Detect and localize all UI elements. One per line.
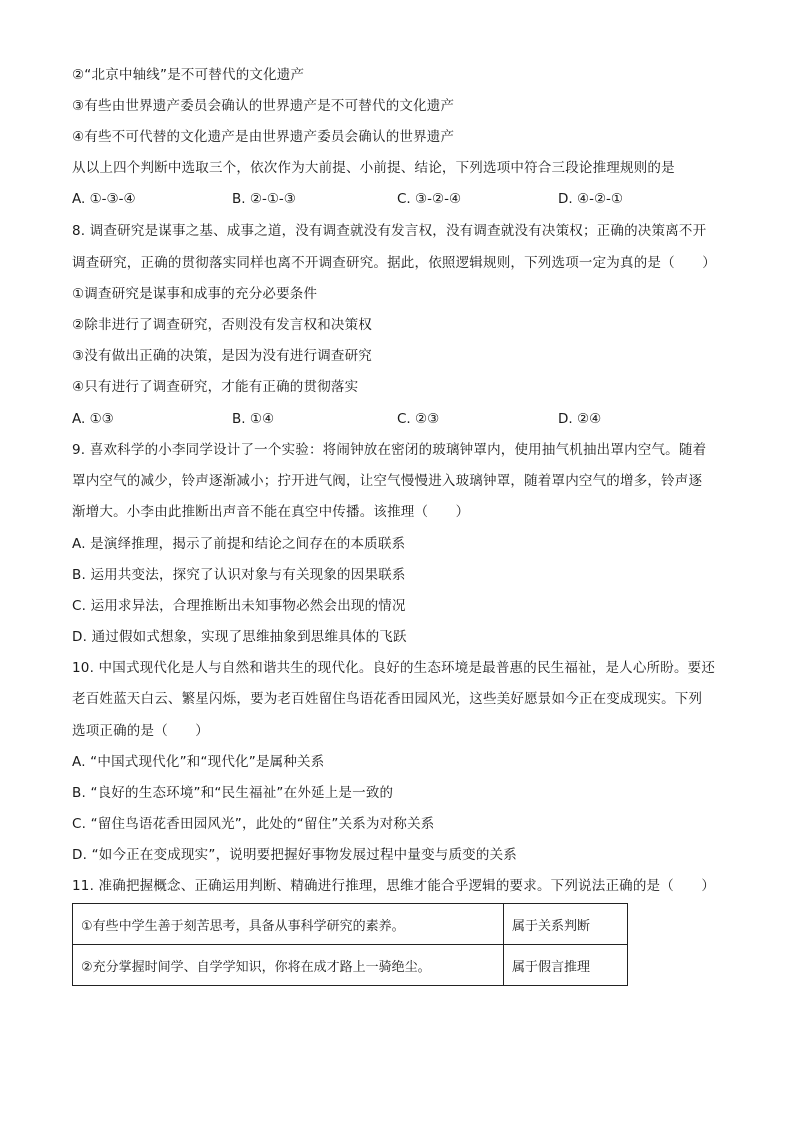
q7-judgement-4: ④有些不可代替的文化遗产是由世界遗产委员会确认的世界遗产 [72, 129, 455, 145]
q8-item-3: ③没有做出正确的决策，是因为没有进行调查研究 [72, 348, 373, 364]
q8-option-c[interactable]: C. ②③ [397, 411, 440, 427]
q11-statement-1: ①有些中学生善于刻苦思考，具备从事科学研究的素养。 [73, 904, 504, 945]
q11-type-2: 属于假言推理 [504, 945, 628, 986]
q8-item-2: ②除非进行了调查研究，否则没有发言权和决策权 [72, 317, 373, 333]
q7-option-d[interactable]: D. ④-②-① [558, 191, 624, 207]
q10-option-a[interactable]: A. “中国式现代化”和“现代化”是属种关系 [72, 754, 325, 770]
q11-type-1: 属于关系判断 [504, 904, 628, 945]
q10-option-c[interactable]: C. “留住鸟语花香田园风光”，此处的“留住”关系为对称关系 [72, 816, 435, 832]
q7-option-b[interactable]: B. ②-①-③ [232, 191, 296, 207]
q11-table [72, 903, 628, 986]
table-row [73, 904, 628, 945]
q8-stem-line-1: 8. 调查研究是谋事之基、成事之道，没有调查就没有发言权，没有调查就没有决策权；正确的决策离不开 [72, 223, 707, 239]
q9-option-a[interactable]: A. 是演绎推理，揭示了前提和结论之间存在的本质联系 [72, 536, 406, 552]
q9-stem-line-1: 9. 喜欢科学的小李同学设计了一个实验：将闹钟放在密闭的玻璃钟罩内，使用抽气机抽出罩内空气。随着 [72, 442, 707, 458]
q8-option-d[interactable]: D. ②④ [558, 411, 602, 427]
q10-stem-line-2: 老百姓蓝天白云、繁星闪烁，要为老百姓留住鸟语花香田园风光，这些美好愿景如今正在变成现实。下列 [72, 691, 703, 707]
q8-options [72, 410, 732, 428]
q9-stem-line-3: 渐增大。小李由此推断出声音不能在真空中传播。该推理（ ） [72, 504, 470, 520]
q7-options [72, 190, 732, 208]
q8-option-b[interactable]: B. ①④ [232, 411, 275, 427]
q9-option-d[interactable]: D. 通过假如式想象，实现了思维抽象到思维具体的飞跃 [72, 629, 407, 645]
q7-option-c[interactable]: C. ③-②-④ [397, 191, 462, 207]
q7-option-a[interactable]: A. ①-③-④ [72, 191, 136, 207]
q10-stem-line-1: 10. 中国式现代化是人与自然和谐共生的现代化。良好的生态环境是最普惠的民生福祉，是人心所盼。要还 [72, 660, 716, 676]
q8-item-4: ④只有进行了调查研究，才能有正确的贯彻落实 [72, 379, 359, 395]
q8-stem-line-2: 调查研究，正确的贯彻落实同样也离不开调查研究。据此，依照逻辑规则，下列选项一定为真的是（ ） [72, 255, 716, 271]
q7-judgement-2: ②“北京中轴线”是不可替代的文化遗产 [72, 67, 305, 83]
q10-option-d[interactable]: D. “如今正在变成现实”，说明要把握好事物发展过程中量变与质变的关系 [72, 847, 517, 863]
q8-item-1: ①调查研究是谋事和成事的充分必要条件 [72, 286, 318, 302]
q9-stem-line-2: 罩内空气的减少，铃声逐渐减小；拧开进气阀，让空气慢慢进入玻璃钟罩，随着罩内空气的增多，铃声逐 [72, 473, 703, 489]
q11-stem: 11. 准确把握概念、正确运用判断、精确进行推理，思维才能合乎逻辑的要求。下列说法正确的是（ ） [72, 878, 716, 894]
q10-stem-line-3: 选项正确的是（ ） [72, 723, 209, 739]
q10-option-b[interactable]: B. “良好的生态环境”和“民生福祉”在外延上是一致的 [72, 785, 394, 801]
q11-statement-2: ②充分掌握时间学、自学学知识，你将在成才路上一骑绝尘。 [73, 945, 504, 986]
q8-option-a[interactable]: A. ①③ [72, 411, 114, 427]
table-row [73, 945, 628, 986]
q7-question-line: 从以上四个判断中选取三个，依次作为大前提、小前提、结论，下列选项中符合三段论推理规则的是 [72, 160, 675, 176]
q7-judgement-3: ③有些由世界遗产委员会确认的世界遗产是不可替代的文化遗产 [72, 98, 455, 114]
q9-option-c[interactable]: C. 运用求异法，合理推断出未知事物必然会出现的情况 [72, 598, 406, 614]
q9-option-b[interactable]: B. 运用共变法，探究了认识对象与有关现象的因果联系 [72, 567, 406, 583]
